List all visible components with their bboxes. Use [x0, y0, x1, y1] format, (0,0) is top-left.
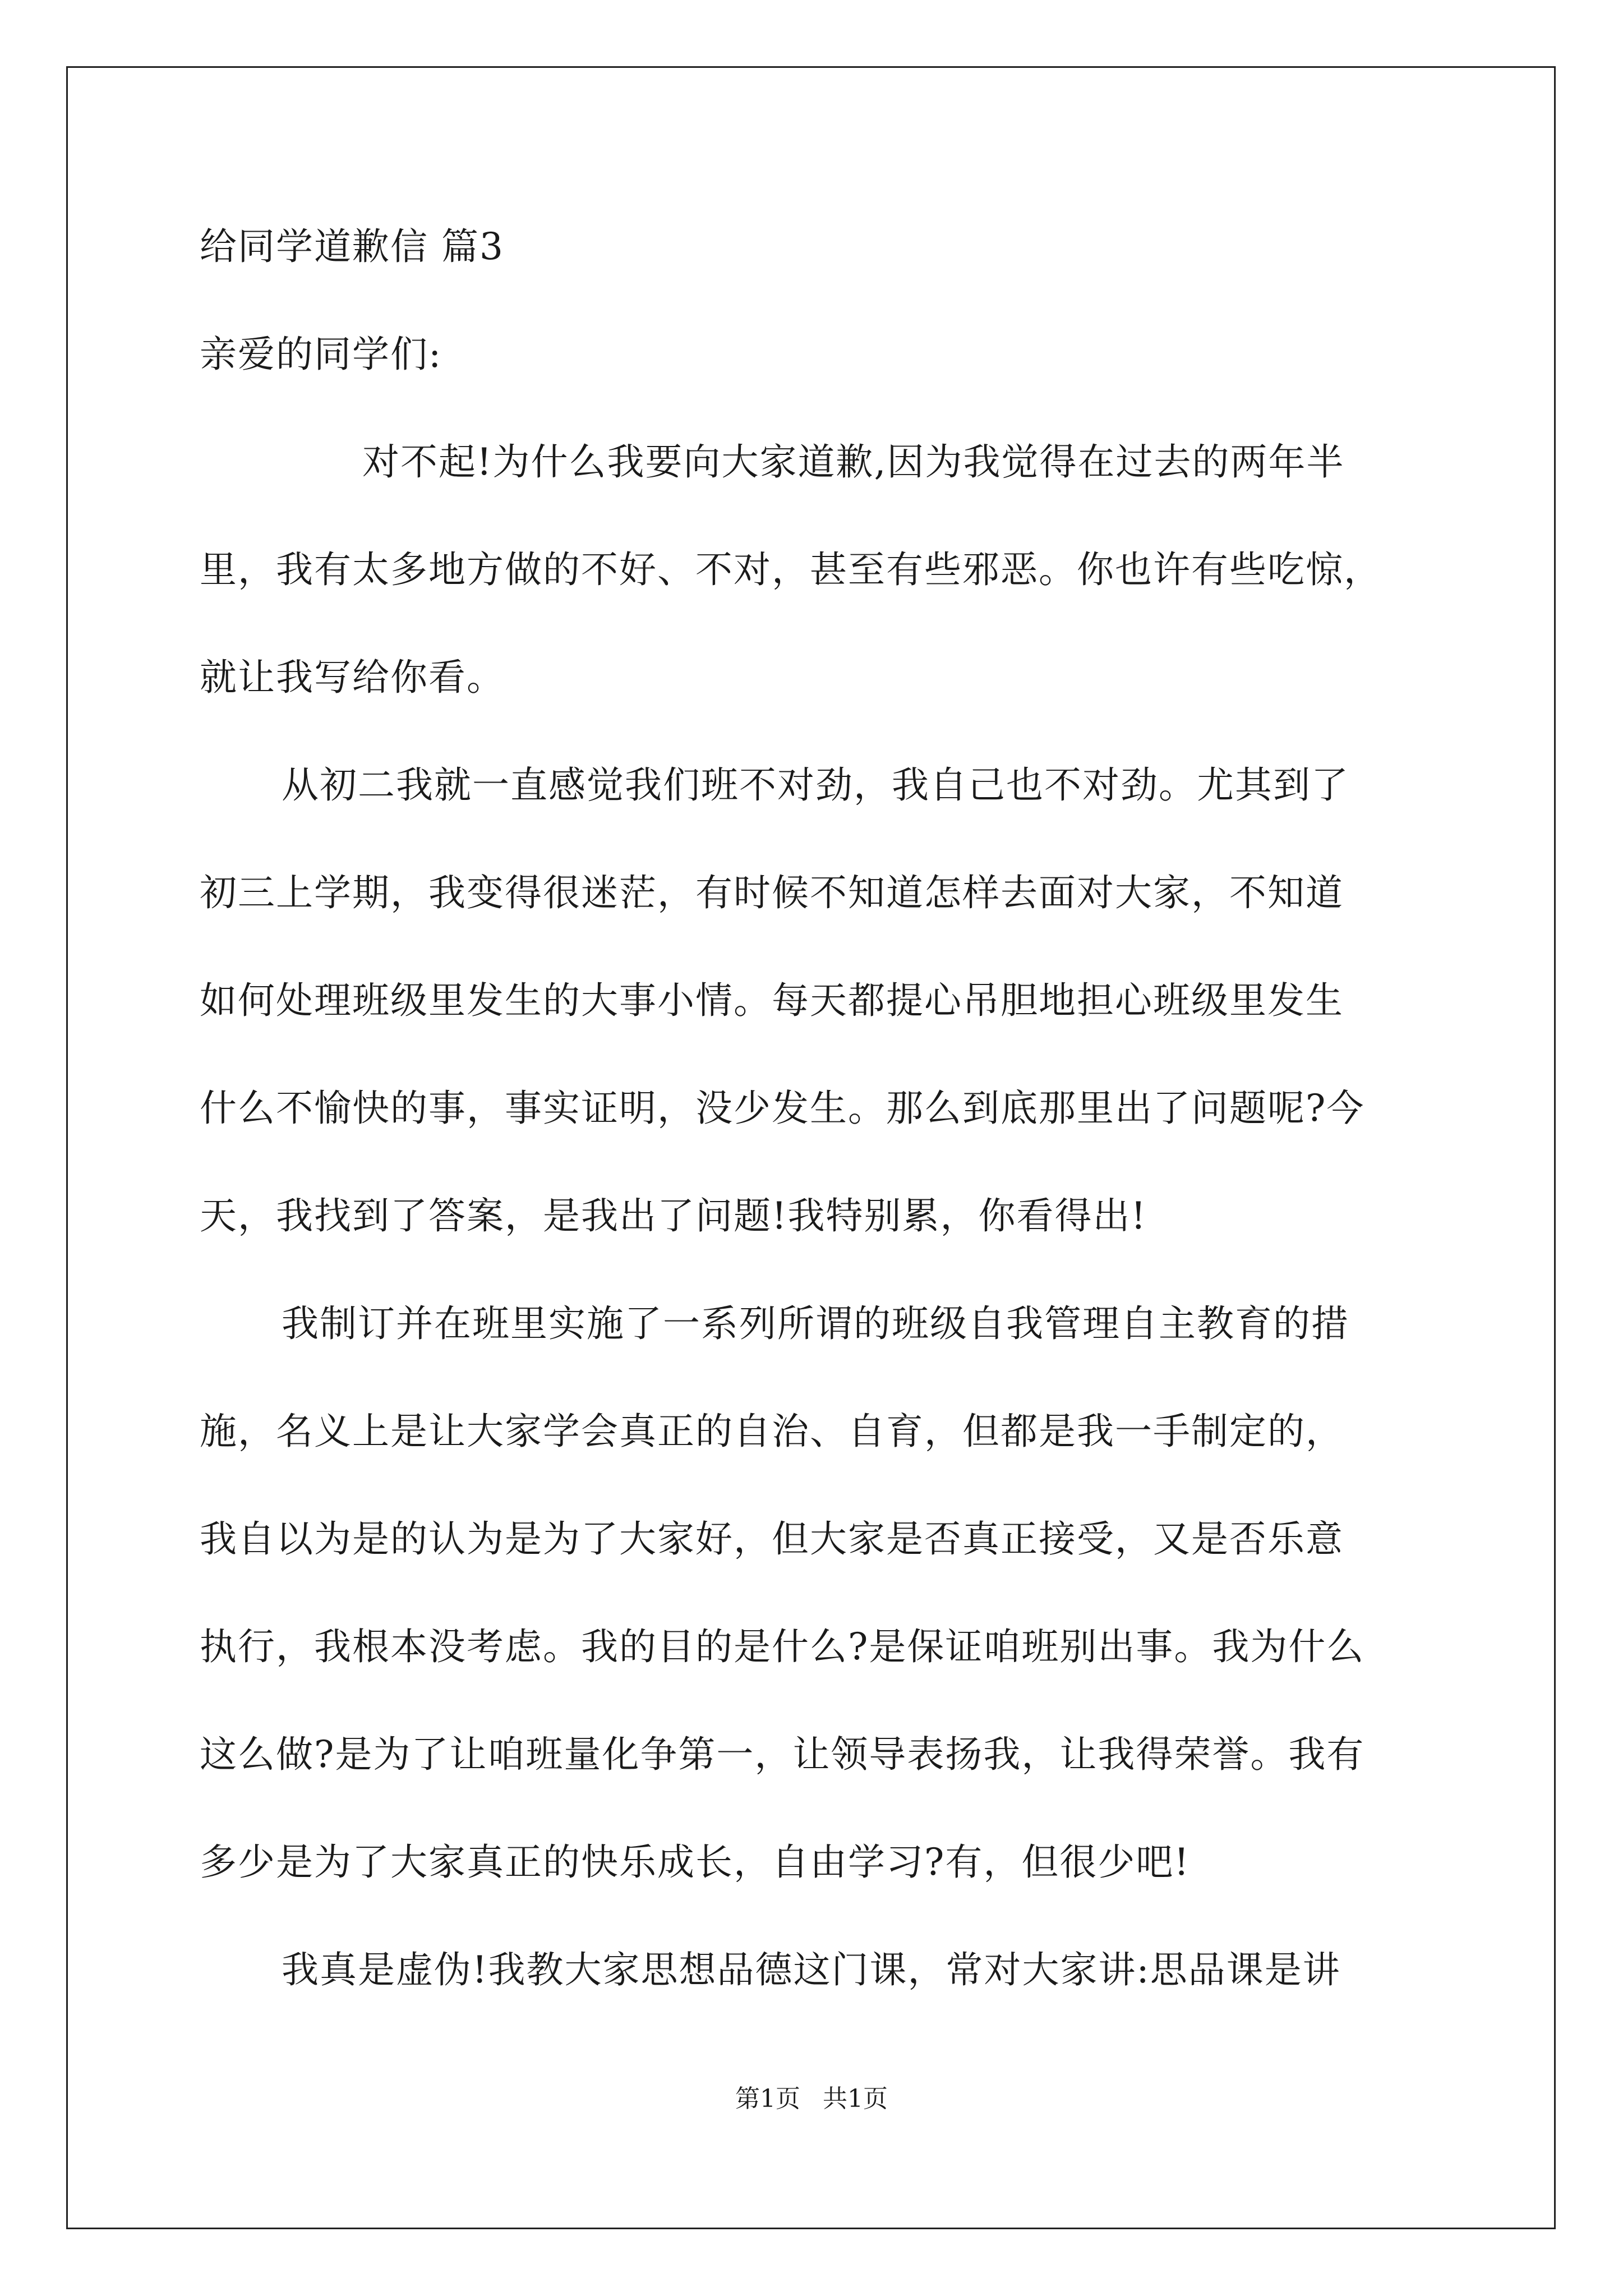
paragraph-line: 我真是虚伪!我教大家思想品德这门课，常对大家讲:思品课是讲: [282, 1948, 1341, 1991]
paragraph-line: 就让我写给你看。: [200, 656, 505, 699]
paragraph-line: 执行，我根本没考虑。我的目的是什么?是保证咱班别出事。我为什么: [200, 1625, 1365, 1668]
paragraph-line: 我自以为是的认为是为了大家好，但大家是否真正接受，又是否乐意: [200, 1517, 1344, 1561]
paragraph-line: 施，名义上是让大家学会真正的自治、自育，但都是我一手制定的，: [200, 1410, 1344, 1453]
paragraph-line: 对不起!为什么我要向大家道歉,因为我觉得在过去的两年半: [362, 440, 1345, 484]
salutation: 亲爱的同学们:: [200, 333, 442, 376]
document-body: [200, 219, 1456, 2050]
paragraph-line: 什么不愉快的事，事实证明，没少发生。那么到底那里出了问题呢?今: [200, 1087, 1365, 1130]
page-number-total: 共1页: [823, 2085, 888, 2113]
paragraph-3: [200, 1296, 1456, 1890]
paragraph-line: 这么做?是为了让咱班量化争第一，让领导表扬我，让我得荣誉。我有: [200, 1733, 1365, 1776]
paragraph-line: 如何处理班级里发生的大事小情。每天都提心吊胆地担心班级里发生: [200, 979, 1344, 1022]
paragraph-1: [200, 434, 1456, 706]
page-number-current: 第1页: [735, 2085, 800, 2113]
paragraph-line: 里，我有太多地方做的不好、不对，甚至有些邪恶。你也许有些吃惊，: [200, 548, 1382, 591]
paragraph-4: [200, 1942, 1456, 1998]
paragraph-line: 天，我找到了答案，是我出了问题!我特别累，你看得出!: [200, 1194, 1147, 1237]
document-title: 给同学道歉信 篇3: [200, 225, 504, 268]
paragraph-line: 初三上学期，我变得很迷茫，有时候不知道怎样去面对大家，不知道: [200, 871, 1344, 914]
paragraph-line: 我制订并在班里实施了一系列所谓的班级自我管理自主教育的措: [282, 1302, 1349, 1345]
paragraph-2: [200, 757, 1456, 1244]
paragraph-line: 从初二我就一直感觉我们班不对劲，我自己也不对劲。尤其到了: [282, 763, 1349, 807]
page-footer: [0, 2082, 1623, 2116]
paragraph-line: 多少是为了大家真正的快乐成长，自由学习?有，但很少吧!: [200, 1841, 1190, 1884]
